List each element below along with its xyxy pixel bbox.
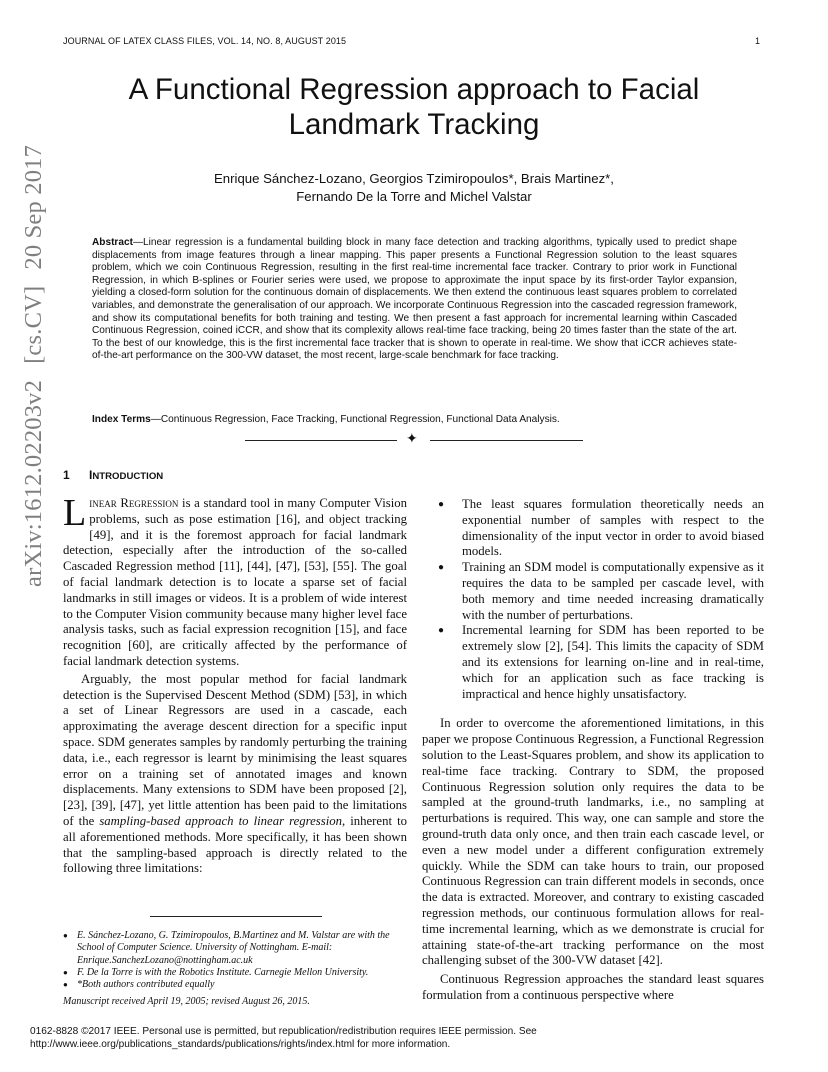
- footnote-text: *Both authors contributed equally: [77, 979, 215, 991]
- author-line-1: Enrique Sánchez-Lozano, Georgios Tzimiropoulos*, Brais Martinez*,: [214, 171, 614, 186]
- footnote-rule: [150, 916, 322, 917]
- limitations-list: [422, 497, 764, 702]
- section-title-rest: NTRODUCTION: [92, 471, 164, 482]
- index-terms-text: —Continuous Regression, Face Tracking, Functional Regression, Functional Data Analysis.: [150, 414, 560, 425]
- right-paragraph-2: Continuous Regression approaches the standard least squares formulation from a continuous perspective where: [422, 972, 764, 1002]
- bullet-icon: ●: [438, 625, 445, 637]
- arxiv-category: [cs.CV]: [20, 285, 47, 364]
- limitation-item: [422, 497, 764, 560]
- running-header: JOURNAL OF LATEX CLASS FILES, VOL. 14, NO. 8, AUGUST 2015: [63, 36, 347, 46]
- copyright-notice: 0162-8828 ©2017 IEEE. Personal use is permitted, but republication/redistribution requires IEEE permission. See http://www.ieee.org/publications_standards/publications/rights/index.html for more information.: [30, 1026, 537, 1050]
- abstract-text: —Linear regression is a fundamental building block in many face detection and tracking algorithms, typically used to predict shape displacements from image features through a linear mapping. This paper presents a Functional Regression solution to the least squares problem, which we coin Continuous Regression, resulting in the first real-time incremental face tracker. Contrary to prior work in Functional Regression, in which B-splines or Fourier series were used, we propose to approximate the input space by its first-order Taylor expansion, yielding a closed-form solution for the continuous domain of displacements. We then extend the continuous least squares problem to correlated variables, and demonstrate the generalisation of our approach. We incorporate Continuous Regression into the cascaded regression framework, and show its computational benefits for both training and testing. We then present a fast approach for incremental learning within Cascaded Continuous Regression, coined iCCR, and show that its complexity allows real-time face tracking, being 20 times faster than the state of the art. To the best of our knowledge, this is the first incremental face tracker that is shown to operate in real-time. We show that iCCR achieves state-of-the-art performance on the 300-VW dataset, the most recent, large-scale benchmark for face tracking.: [92, 237, 737, 362]
- limitation-text: The least squares formulation theoretically needs an exponential number of samples with respect to the dimensionality of the input vector in order to avoid biased models.: [462, 497, 764, 559]
- author-line-2: Fernando De la Torre and Michel Valstar: [296, 189, 532, 204]
- intro-paragraph-2-italic: sampling-based approach to linear regression: [99, 813, 342, 828]
- limitation-text: Incremental learning for SDM has been reported to be extremely slow [2], [54]. This limits the capacity of SDM and its extensions for learning on-line and in real-time, which for an application such as face tracking is impractical and hence highly unsatisfactory.: [462, 623, 764, 701]
- intro-paragraph-2-start: Arguably, the most popular method for facial landmark detection is the Supervised Descent Method (SDM) [53], in which a set of Linear Regressors are used in a cascade, each approximating the average descent direction for a specific input space. SDM generates samples by randomly perturbing the training data, i.e., each regressor is learnt by minimising the least squares error on a training set of annotated images and known displacements. Many extensions to SDM have been proposed [2], [23], [39], [47], yet little attention has been paid to the limitations of the: [63, 671, 407, 828]
- divider-line-left: [245, 440, 397, 441]
- abstract-label: Abstract: [92, 237, 133, 248]
- left-column: [63, 492, 407, 877]
- section-number: 1: [63, 468, 70, 482]
- section-heading: [63, 468, 163, 482]
- right-paragraph-1: In order to overcome the aforementioned limitations, in this paper we propose Continuous Regression, a Functional Regression solution to the Least-Squares problem, and show its application to real-time face tracking. Contrary to SDM, the proposed Continuous Regression solution only requires the data to be sampled at the ground-truth landmarks, i.e., no sampling at perturbations is required. This way, one can sample and store the ground-truth data only once, and then train each cascade level, or even a new model under a different configuration extremely quickly. While the SDM can take hours to train, our proposed Continuous Regression can train different models in seconds, once the data is extracted. Moreover, and contrary to existing cascaded regression methods, our continuous formulation allows for real-time incremental learning, which as we demonstrate is crucial for attaining state-of-the-art tracking performance on the most challenging subset of the 300-VW dataset [42].: [422, 716, 764, 968]
- manuscript-note: Manuscript received April 19, 2005; revised August 26, 2015.: [63, 996, 310, 1007]
- bullet-icon: ●: [63, 980, 68, 990]
- footnote-text: E. Sánchez-Lozano, G. Tzimiropoulos, B.Martinez and M. Valstar are with the School of Computer Science. University of Nottingham. E-mail: Enrique.SanchezLozano@nottingham.ac.uk: [77, 930, 390, 966]
- paper-title: A Functional Regression approach to Facial Landmark Tracking: [128, 73, 700, 141]
- bullet-icon: ●: [438, 499, 445, 510]
- dropcap: L: [63, 492, 87, 534]
- arxiv-stamp: [20, 67, 48, 587]
- bullet-icon: ●: [438, 562, 445, 574]
- arxiv-id: arXiv:1612.02203v2: [20, 379, 47, 587]
- author-list: [60, 170, 768, 206]
- right-column: [422, 497, 764, 1004]
- bullet-icon: ●: [63, 931, 68, 940]
- index-terms: [92, 414, 737, 427]
- limitation-text: Training an SDM model is computationally expensive as it requires the data to be sampled per cascade level, with both memory and time needed increasing dramatically with the number of perturbations.: [462, 560, 764, 622]
- limitation-item: [422, 560, 764, 623]
- intro-paragraph-2-end: , inherent to all aforementioned methods. More specifically, it has been shown that the sampling-based approach is directly related to the following three limitations:: [63, 813, 407, 876]
- intro-paragraph-1: [63, 492, 407, 670]
- footnote-item: [63, 979, 407, 991]
- abstract: [92, 237, 737, 363]
- intro-paragraph-1-text: is a standard tool in many Computer Vision problems, such as pose estimation [16], and object tracking [49], and it is the foremost approach for facial landmark detection, especially after the introduction of the so-called Cascaded Regression method [11], [44], [47], [53], [55]. The goal of facial landmark detection is to locate a sparse set of facial landmarks in still images or videos. It is a problem of wide interest to the Computer Vision community because many higher level face analysis tasks, such as facial expression recognition [15], and face recognition [60], are critically affected by the performance of facial landmark detection systems.: [63, 496, 407, 668]
- diamond-icon: ✦: [406, 432, 418, 447]
- divider-line-right: [430, 440, 583, 441]
- index-terms-label: Index Terms: [92, 414, 151, 425]
- limitation-item: [422, 623, 764, 702]
- footnote-item: [63, 967, 407, 979]
- intro-paragraph-2: [63, 672, 407, 877]
- footnote-text: F. De la Torre is with the Robotics Institute. Carnegie Mellon University.: [77, 966, 369, 978]
- footnote-item: [63, 930, 407, 967]
- page-number: 1: [755, 36, 761, 46]
- footnotes: [63, 930, 407, 991]
- arxiv-date: 20 Sep 2017: [20, 144, 47, 270]
- bullet-icon: ●: [63, 967, 68, 977]
- first-words: inear Regression: [89, 496, 179, 510]
- section-title-initial: I: [89, 468, 93, 482]
